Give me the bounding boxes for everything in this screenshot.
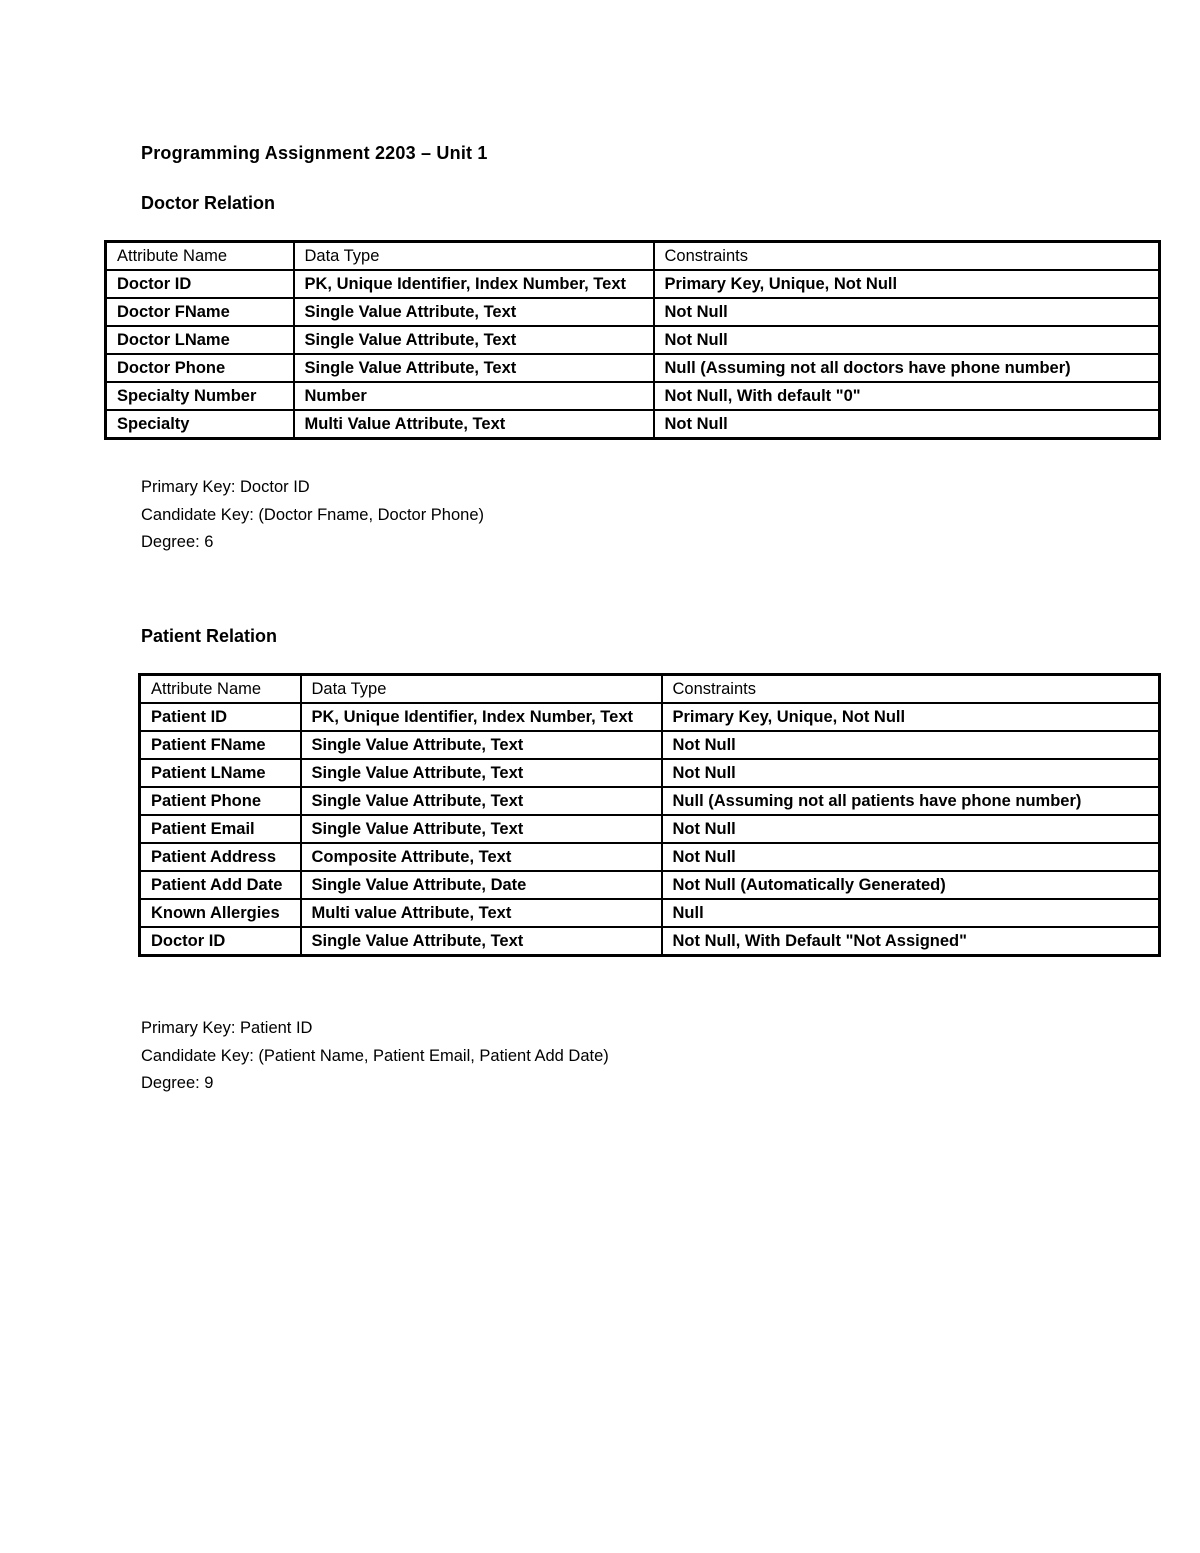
data-type-cell: Multi Value Attribute, Text [294, 410, 654, 439]
data-type-cell: Single Value Attribute, Text [294, 326, 654, 354]
column-header: Constraints [654, 242, 1160, 271]
doctor-degree: Degree: 6 [141, 533, 214, 551]
constraints-cell: Not Null, With default "0" [654, 382, 1160, 410]
patient-candidate-key: Candidate Key: (Patient Name, Patient Email, Patient Add Date) [141, 1046, 609, 1065]
column-header: Data Type [294, 242, 654, 271]
patient-relation-table [138, 673, 1161, 957]
constraints-cell: Not Null [662, 843, 1160, 871]
doctor-primary-key: Primary Key: Doctor ID [141, 478, 310, 496]
constraints-cell: Primary Key, Unique, Not Null [662, 703, 1160, 731]
attribute-name-cell: Specialty Number [106, 382, 294, 410]
column-header: Data Type [301, 675, 662, 704]
attribute-name-cell: Doctor ID [106, 270, 294, 298]
attribute-name-cell: Doctor Phone [106, 354, 294, 382]
constraints-cell: Not Null [654, 298, 1160, 326]
data-type-cell: Single Value Attribute, Text [301, 927, 662, 956]
patient-degree: Degree: 9 [141, 1074, 214, 1092]
table-row [140, 927, 1160, 956]
table-row [140, 899, 1160, 927]
constraints-cell: Null (Assuming not all doctors have phone number) [654, 354, 1160, 382]
data-type-cell: Composite Attribute, Text [301, 843, 662, 871]
table-row [140, 731, 1160, 759]
attribute-name-cell: Patient ID [140, 703, 301, 731]
table-row [140, 843, 1160, 871]
data-type-cell: Single Value Attribute, Text [301, 759, 662, 787]
table-row [140, 703, 1160, 731]
doctor-keys-block [141, 474, 484, 557]
constraints-cell: Not Null [654, 410, 1160, 439]
constraints-cell: Not Null [662, 759, 1160, 787]
constraints-cell: Not Null [654, 326, 1160, 354]
constraints-cell: Null (Assuming not all patients have phone number) [662, 787, 1160, 815]
table-row [106, 270, 1160, 298]
table-row [140, 787, 1160, 815]
attribute-name-cell: Doctor LName [106, 326, 294, 354]
patient-keys-block [141, 1015, 609, 1098]
attribute-name-cell: Patient FName [140, 731, 301, 759]
table-row [140, 815, 1160, 843]
data-type-cell: Single Value Attribute, Text [301, 815, 662, 843]
constraints-cell: Primary Key, Unique, Not Null [654, 270, 1160, 298]
table-row [140, 871, 1160, 899]
data-type-cell: Number [294, 382, 654, 410]
patient-primary-key: Primary Key: Patient ID [141, 1019, 313, 1037]
data-type-cell: Single Value Attribute, Text [294, 298, 654, 326]
attribute-name-cell: Patient Address [140, 843, 301, 871]
data-type-cell: Single Value Attribute, Text [301, 731, 662, 759]
table-header-row [106, 242, 1160, 271]
attribute-name-cell: Patient Phone [140, 787, 301, 815]
table-row [140, 759, 1160, 787]
column-header: Attribute Name [140, 675, 301, 704]
data-type-cell: Single Value Attribute, Text [294, 354, 654, 382]
column-header: Constraints [662, 675, 1160, 704]
patient-relation-heading: Patient Relation [141, 626, 278, 646]
constraints-cell: Not Null [662, 731, 1160, 759]
table-row [106, 382, 1160, 410]
attribute-name-cell: Patient Add Date [140, 871, 301, 899]
attribute-name-cell: Patient LName [140, 759, 301, 787]
table-row [106, 326, 1160, 354]
table-row [106, 298, 1160, 326]
data-type-cell: Multi value Attribute, Text [301, 899, 662, 927]
doctor-relation-table [104, 240, 1161, 440]
data-type-cell: Single Value Attribute, Date [301, 871, 662, 899]
doctor-relation-heading: Doctor Relation [141, 193, 276, 213]
document-title: Programming Assignment 2203 – Unit 1 [141, 143, 488, 163]
data-type-cell: PK, Unique Identifier, Index Number, Text [294, 270, 654, 298]
data-type-cell: Single Value Attribute, Text [301, 787, 662, 815]
attribute-name-cell: Specialty [106, 410, 294, 439]
doctor-candidate-key: Candidate Key: (Doctor Fname, Doctor Phone) [141, 505, 484, 524]
column-header: Attribute Name [106, 242, 294, 271]
table-header-row [140, 675, 1160, 704]
attribute-name-cell: Doctor ID [140, 927, 301, 956]
table-row [106, 410, 1160, 439]
attribute-name-cell: Patient Email [140, 815, 301, 843]
table-row [106, 354, 1160, 382]
constraints-cell: Not Null [662, 815, 1160, 843]
data-type-cell: PK, Unique Identifier, Index Number, Text [301, 703, 662, 731]
constraints-cell: Not Null, With Default "Not Assigned" [662, 927, 1160, 956]
attribute-name-cell: Doctor FName [106, 298, 294, 326]
constraints-cell: Not Null (Automatically Generated) [662, 871, 1160, 899]
attribute-name-cell: Known Allergies [140, 899, 301, 927]
constraints-cell: Null [662, 899, 1160, 927]
